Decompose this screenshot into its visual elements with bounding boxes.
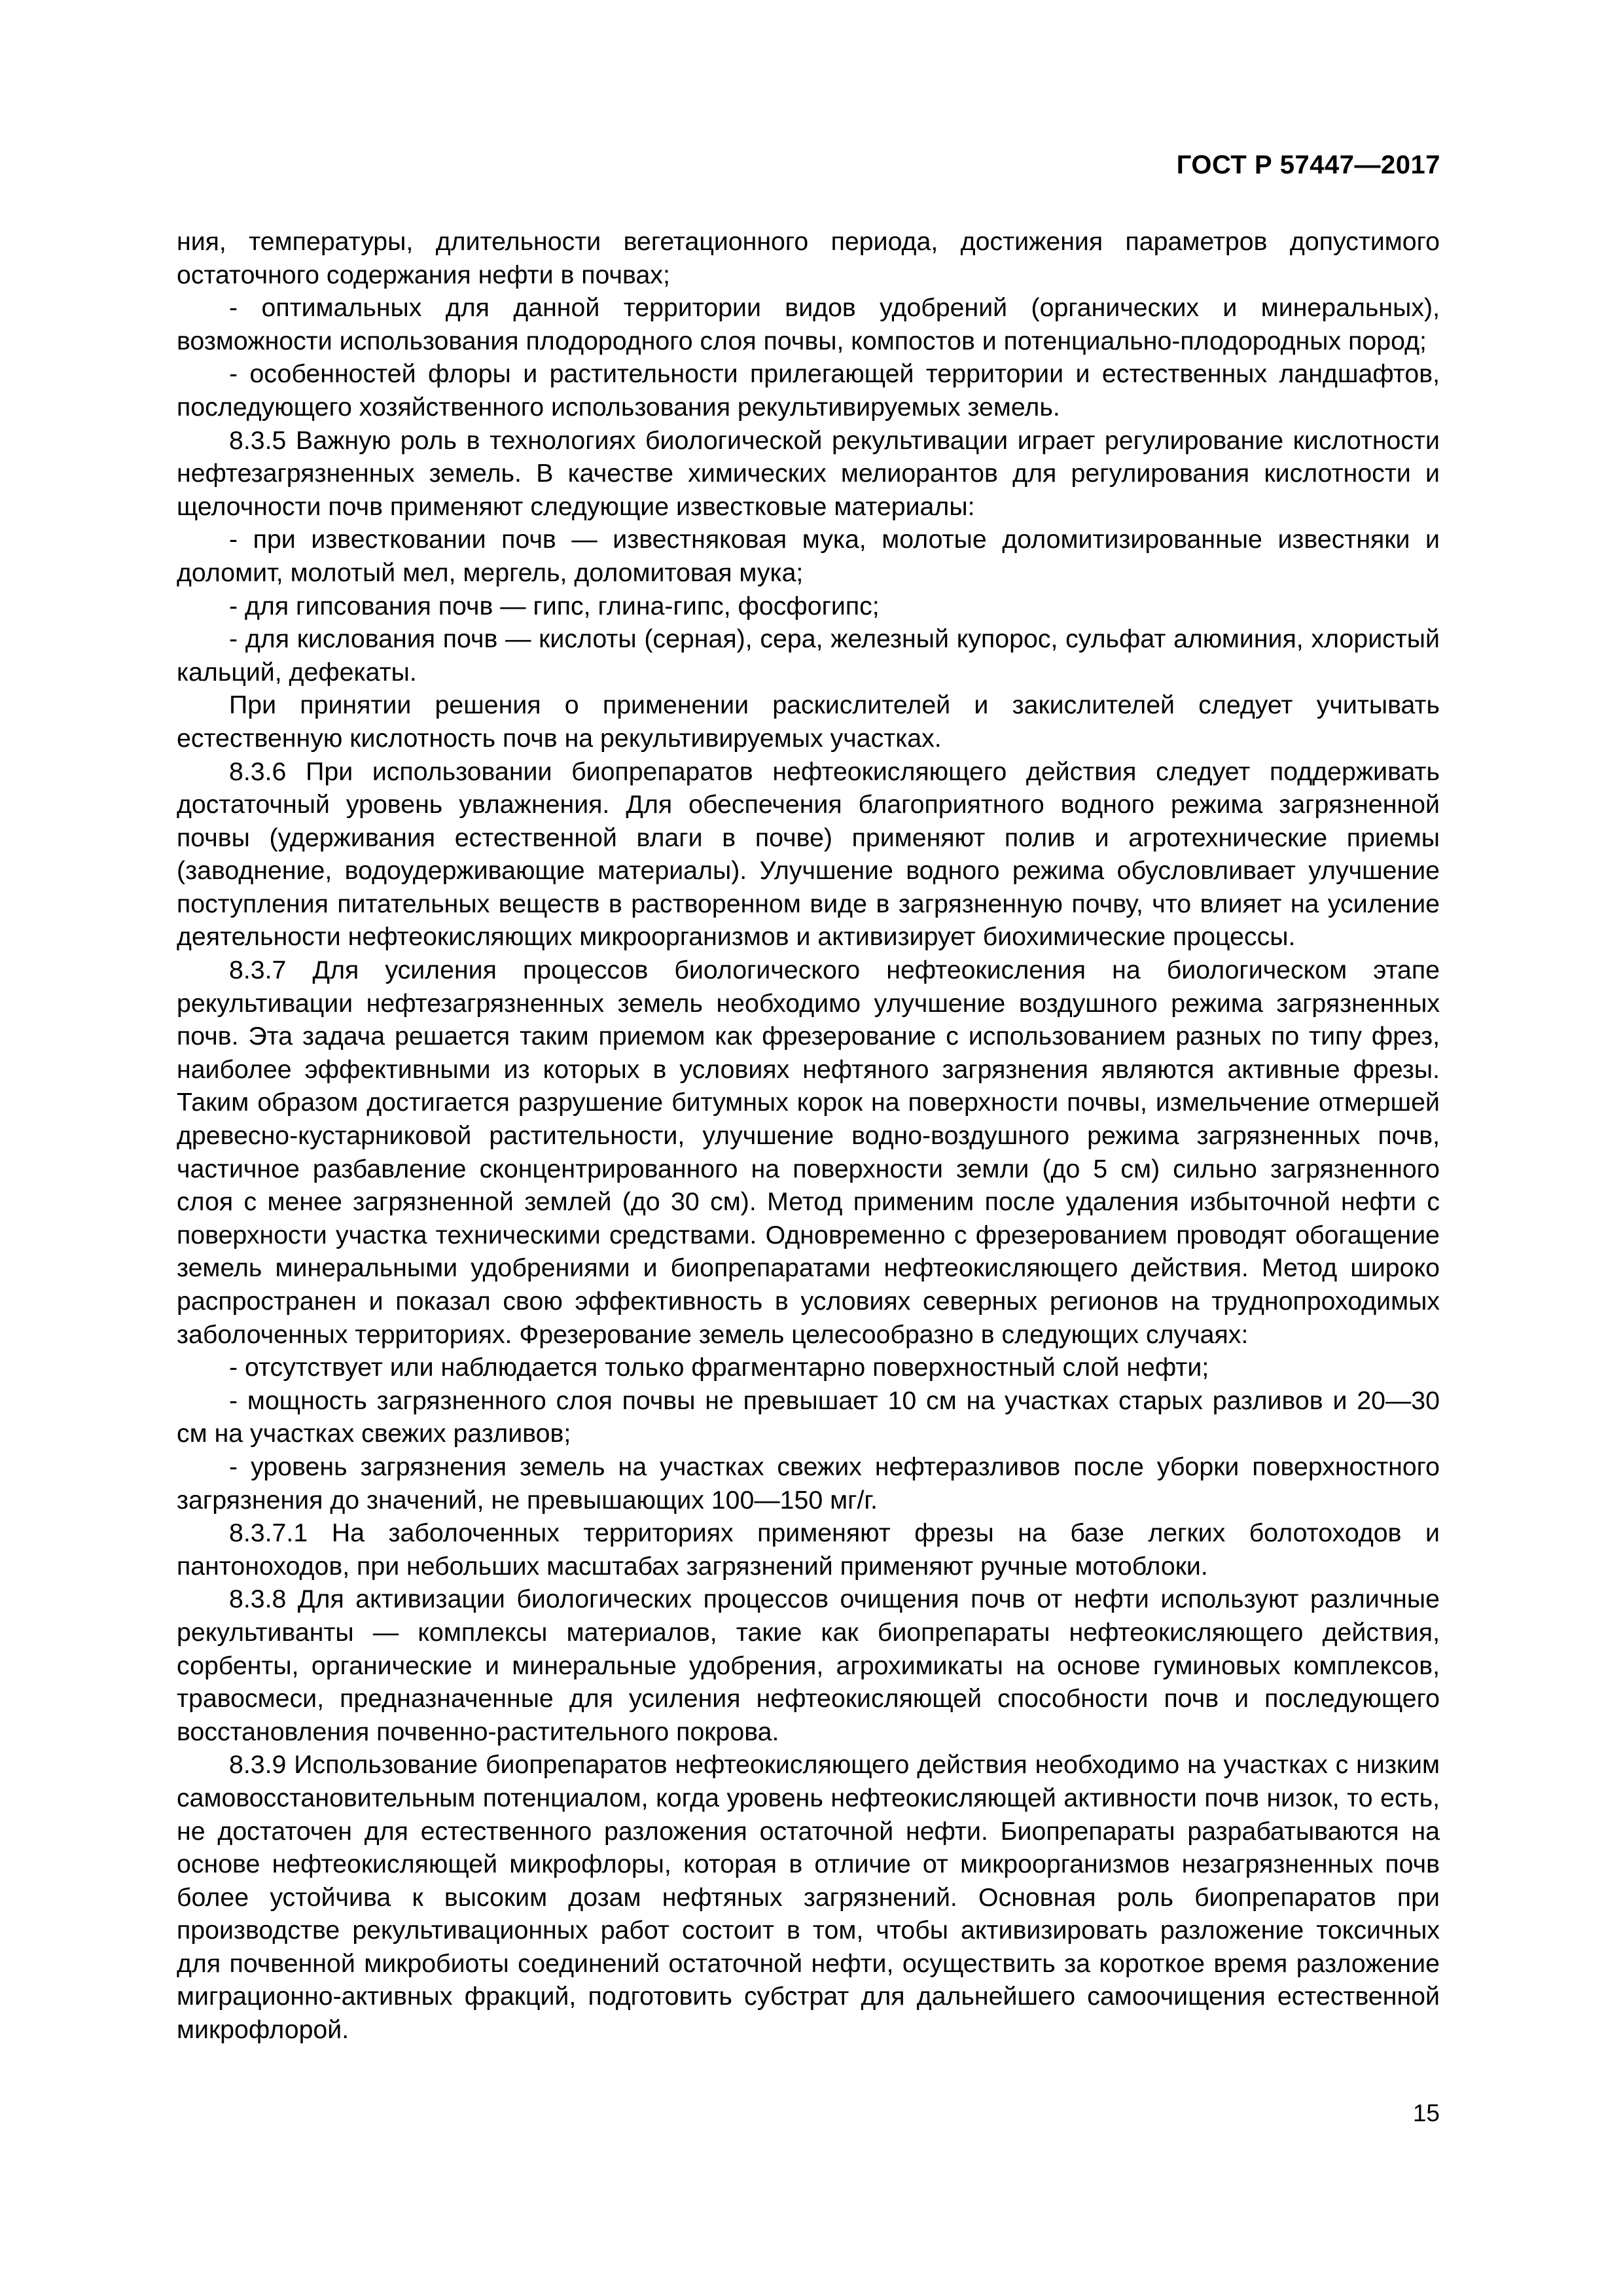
paragraph: При принятии решения о применении раскислителей и закислителей следует учитывать естественную кислотность почв на рекультивируемых участках. bbox=[177, 691, 1440, 753]
document-code: ГОСТ Р 57447—2017 bbox=[1176, 151, 1440, 179]
clause-8-3-9: 8.3.9 Использование биопрепаратов нефтеокисляющего действия необходимо на участках с низким самовосстановительным потенциалом, когда уровень нефтеокисляющей активности почв низок, то есть, не достаточен для естественного разложения остаточной нефти. Биопрепараты разрабатываются на основе нефтеокисляющей микрофлоры, которая в отличие от микроорганизмов незагрязненных почв более устойчива к высоким дозам нефтяных загрязнений. Основная роль биопрепаратов при производстве рекультивационных работ состоит в том, чтобы активизировать разложение токсичных для почвенной микробиоты соединений остаточной нефти, осуществить за короткое время разложение миграционно-активных фракций, подготовить субстрат для дальнейшего самоочищения естественной микрофлорой. bbox=[177, 1750, 1440, 2045]
page-number: 15 bbox=[1412, 2100, 1440, 2126]
clause-8-3-7: 8.3.7 Для усиления процессов биологического нефтеокисления на биологическом этапе рекультивации нефтезагрязненных земель необходимо улучшение воздушного режима загрязненных почв. Эта задача решается таким приемом как фрезерование с использованием разных по типу фрез, наиболее эффективными из которых в условиях нефтяного загрязнения являются активные фрезы. Таким образом достигается разрушение битумных корок на поверхности почвы, измельчение отмершей древесно-кустарниковой растительности, улучшение водно-воздушного режима загрязненных почв, частичное разбавление сконцентрированного на поверхности земли (до 5 см) сильно загрязненного слоя с менее загрязненной землей (до 30 см). Метод применим после удаления избыточной нефти с поверхности участка техническими средствами. Одновременно с фрезерованием проводят обогащение земель минеральными удобрениями и биопрепаратами нефтеокисляющего действия. Метод широко распространен и показал свою эффективность в условиях северных регионов на труднопроходимых заболоченных территориях. Фрезерование земель целесообразно в следующих случаях: bbox=[177, 956, 1440, 1349]
body-text bbox=[177, 225, 1440, 2047]
paragraph-continuation: ния, температуры, длительности вегетационного периода, достижения параметров допустимого остаточного содержания нефти в почвах; bbox=[177, 227, 1440, 289]
list-item: - для кислования почв — кислоты (серная), сера, железный купорос, сульфат алюминия, хлористый кальций, дефекаты. bbox=[177, 624, 1440, 687]
list-item: - для гипсования почв — гипс, глина-гипс, фосфогипс; bbox=[229, 591, 880, 620]
list-item: - особенностей флоры и растительности прилегающей территории и естественных ландшафтов, последующего хозяйственного использования рекультивируемых земель. bbox=[177, 359, 1440, 422]
clause-8-3-7-1: 8.3.7.1 На заболоченных территориях применяют фрезы на базе легких болотоходов и пантоноходов, при небольших масштабах загрязнений применяют ручные мотоблоки. bbox=[177, 1518, 1440, 1581]
clause-8-3-8: 8.3.8 Для активизации биологических процессов очищения почв от нефти используют различные рекультиванты — комплексы материалов, такие как биопрепараты нефтеокисляющего действия, сорбенты, органические и минеральные удобрения, агрохимикаты на основе гуминовых комплексов, травосмеси, предназначенные для усиления нефтеокисляющей способности почв и последующего восстановления почвенно-растительного покрова. bbox=[177, 1585, 1440, 1746]
clause-8-3-6: 8.3.6 При использовании биопрепаратов нефтеокисляющего действия следует поддерживать достаточный уровень увлажнения. Для обеспечения благоприятного водного режима загрязненной почвы (удерживания естественной влаги в почве) применяют полив и агротехнические приемы (заводнение, водоудерживающие материалы). Улучшение водного режима обусловливает улучшение поступления питательных веществ в растворенном виде в загрязненную почву, что влияет на усиление деятельности нефтеокисляющих микроорганизмов и активизирует биохимические процессы. bbox=[177, 757, 1440, 952]
list-item: - мощность загрязненного слоя почвы не превышает 10 см на участках старых разливов и 20—30 см на участках свежих разливов; bbox=[177, 1386, 1440, 1448]
clause-8-3-5: 8.3.5 Важную роль в технологиях биологической рекультивации играет регулирование кислотности нефтезагрязненных земель. В качестве химических мелиорантов для регулирования кислотности и щелочности почв применяют следующие известковые материалы: bbox=[177, 425, 1440, 521]
list-item: - уровень загрязнения земель на участках свежих нефтеразливов после уборки поверхностного загрязнения до значений, не превышающих 100—150 мг/г. bbox=[177, 1452, 1440, 1515]
list-item: - отсутствует или наблюдается только фрагментарно поверхностный слой нефти; bbox=[229, 1353, 1209, 1382]
list-item: - при известковании почв — известняковая мука, молотые доломитизированные известняки и доломит, молотый мел, мергель, доломитовая мука; bbox=[177, 525, 1440, 587]
list-item: - оптимальных для данной территории видов удобрений (органических и минеральных), возможности использования плодородного слоя почвы, компостов и потенциально-плодородных пород; bbox=[177, 293, 1440, 355]
